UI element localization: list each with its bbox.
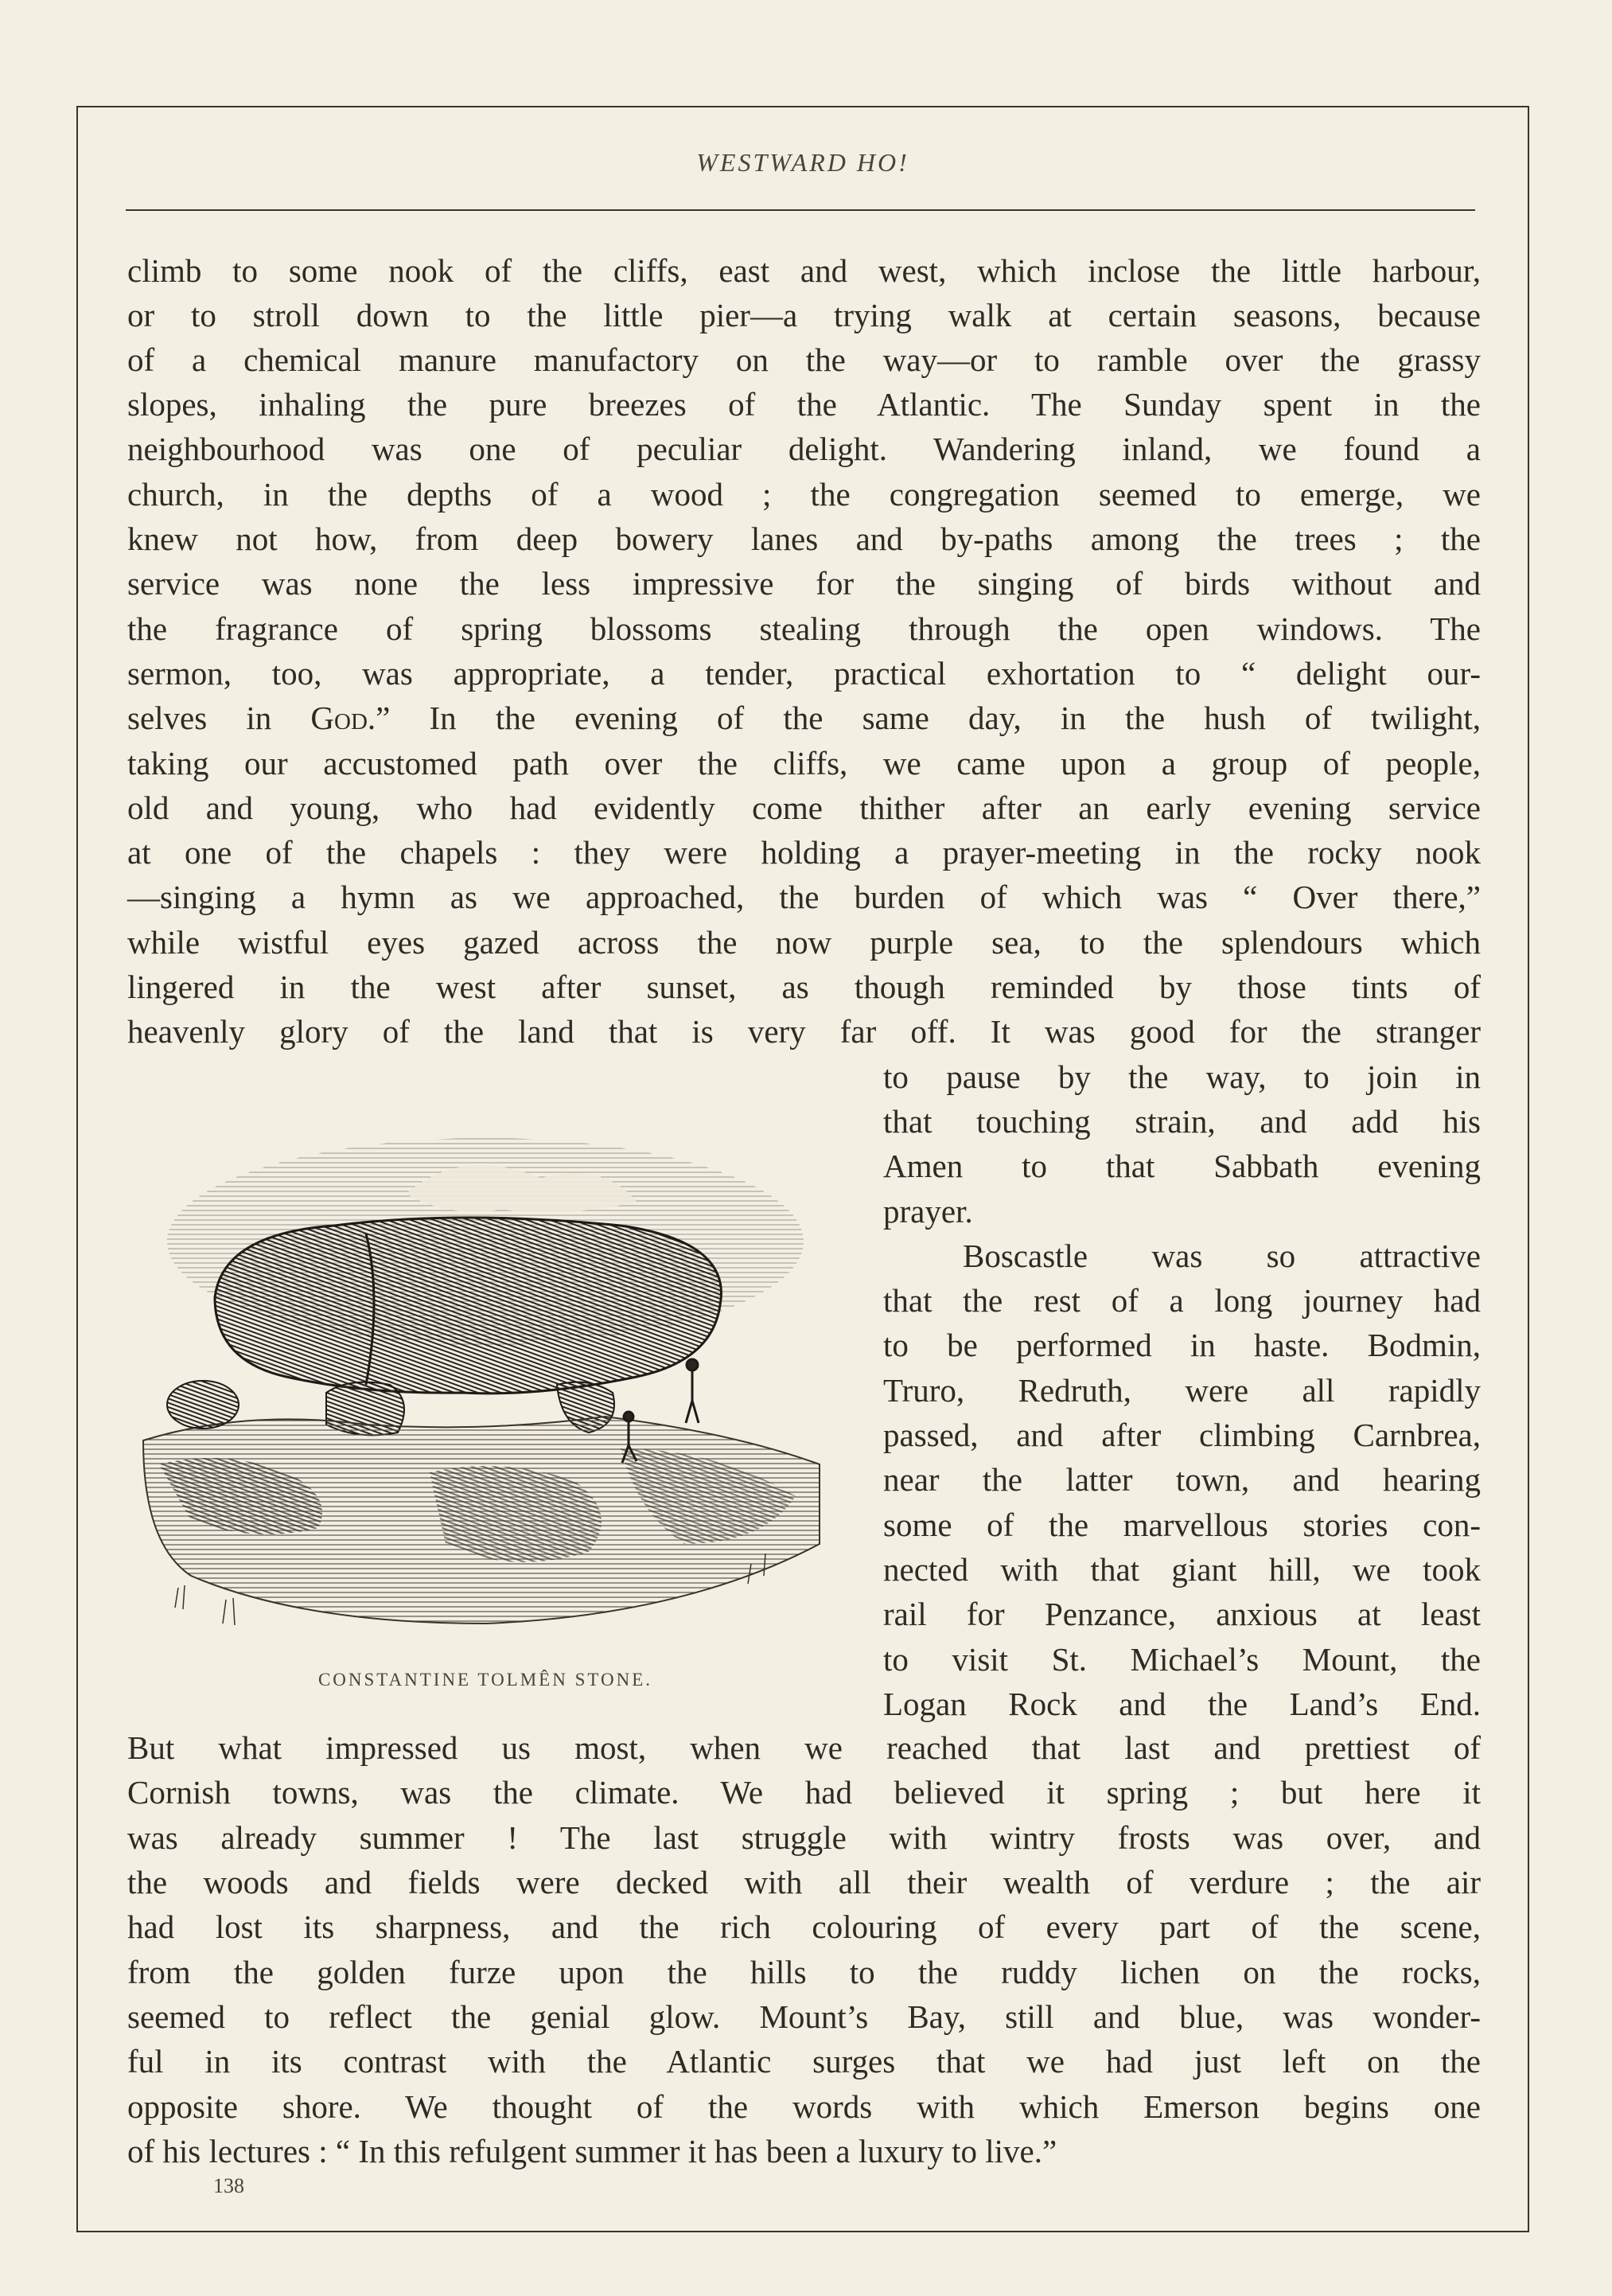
running-head: WESTWARD HO! bbox=[696, 148, 909, 177]
text-line: or to stroll down to the little pier—a trying walk at certain seasons, because bbox=[127, 297, 1481, 333]
text-line: that the rest of a long journey had bbox=[883, 1282, 1481, 1319]
small-caps-word: God bbox=[310, 700, 368, 736]
text-line: church, in the depths of a wood ; the congregation seemed to emerge, we bbox=[127, 476, 1481, 513]
illustration-caption: CONSTANTINE TOLMÊN STONE. bbox=[317, 1670, 653, 1690]
text-line: service was none the less impressive for the singing of birds without and bbox=[127, 565, 1481, 602]
text-line: climb to some nook of the cliffs, east and west, which inclose the little harbour, bbox=[127, 252, 1481, 289]
text-line: the fragrance of spring blossoms stealing through the open windows. The bbox=[127, 610, 1481, 647]
text-line: Amen to that Sabbath evening bbox=[883, 1148, 1481, 1184]
page-number: 138 bbox=[213, 2174, 244, 2197]
text-line bbox=[127, 696, 1481, 740]
header-rule bbox=[126, 209, 1475, 211]
text-line: opposite shore. We thought of the words with which Emerson begins one bbox=[127, 2088, 1481, 2125]
text-line: to pause by the way, to join in bbox=[883, 1058, 1481, 1095]
text-line: knew not how, from deep bowery lanes and by-paths among the trees ; the bbox=[127, 520, 1481, 557]
text-line: Cornish towns, was the climate. We had believed it spring ; but here it bbox=[127, 1774, 1481, 1811]
text-line: passed, and after climbing Carnbrea, bbox=[883, 1417, 1481, 1453]
text-line: heavenly glory of the land that is very far off. It was good for the stranger bbox=[127, 1013, 1481, 1050]
text-line: taking our accustomed path over the cliffs, we came upon a group of people, bbox=[127, 745, 1481, 782]
text-run: selves in bbox=[127, 700, 311, 736]
text-line: Boscastle was so attractive bbox=[963, 1238, 1481, 1274]
text-line: seemed to reflect the genial glow. Mount’s Bay, still and blue, was wonder- bbox=[127, 1998, 1481, 2035]
text-line: had lost its sharpness, and the rich colouring of every part of the scene, bbox=[127, 1908, 1481, 1945]
text-line: neighbourhood was one of peculiar delight. Wandering inland, we found a bbox=[127, 431, 1481, 467]
text-line: that touching strain, and add his bbox=[883, 1103, 1481, 1140]
text-line: while wistful eyes gazed across the now purple sea, to the splendours which bbox=[127, 924, 1481, 961]
text-line: ful in its contrast with the Atlantic surges that we had just left on the bbox=[127, 2043, 1481, 2080]
text-line: prayer. bbox=[883, 1193, 973, 1230]
text-line: of a chemical manure manufactory on the way—or to ramble over the grassy bbox=[127, 341, 1481, 378]
text-line: slopes, inhaling the pure breezes of the Atlantic. The Sunday spent in the bbox=[127, 386, 1481, 423]
text-line: rail for Penzance, anxious at least bbox=[883, 1596, 1481, 1632]
text-line: lingered in the west after sunset, as though reminded by those tints of bbox=[127, 969, 1481, 1005]
text-line: to be performed in haste. Bodmin, bbox=[883, 1327, 1481, 1363]
text-line: Truro, Redruth, were all rapidly bbox=[883, 1372, 1481, 1409]
text-line: old and young, who had evidently come thither after an early evening service bbox=[127, 789, 1481, 826]
text-line: at one of the chapels : they were holding a prayer-meeting in the rocky nook bbox=[127, 834, 1481, 871]
text-line: some of the marvellous stories con- bbox=[883, 1507, 1481, 1543]
text-line: of his lectures : “ In this refulgent summer it has been a luxury to live.” bbox=[127, 2133, 1057, 2169]
text-line: sermon, too, was appropriate, a tender, practical exhortation to “ delight our- bbox=[127, 655, 1481, 692]
text-line: But what impressed us most, when we reached that last and prettiest of bbox=[127, 1729, 1481, 1766]
text-run: .” In the evening of the same day, in the hush of twilight, bbox=[367, 700, 1481, 736]
engraving-illustration bbox=[127, 1098, 843, 1655]
text-line: near the latter town, and hearing bbox=[883, 1461, 1481, 1498]
text-line: nected with that giant hill, we took bbox=[883, 1551, 1481, 1588]
text-line: —singing a hymn as we approached, the burden of which was “ Over there,” bbox=[127, 879, 1481, 915]
text-line: was already summer ! The last struggle with wintry frosts was over, and bbox=[127, 1819, 1481, 1856]
text-line: Logan Rock and the Land’s End. bbox=[883, 1686, 1481, 1722]
text-line: the woods and fields were decked with all their wealth of verdure ; the air bbox=[127, 1864, 1481, 1900]
text-line: from the golden furze upon the hills to the ruddy lichen on the rocks, bbox=[127, 1954, 1481, 1990]
text-line: to visit St. Michael’s Mount, the bbox=[883, 1641, 1481, 1678]
